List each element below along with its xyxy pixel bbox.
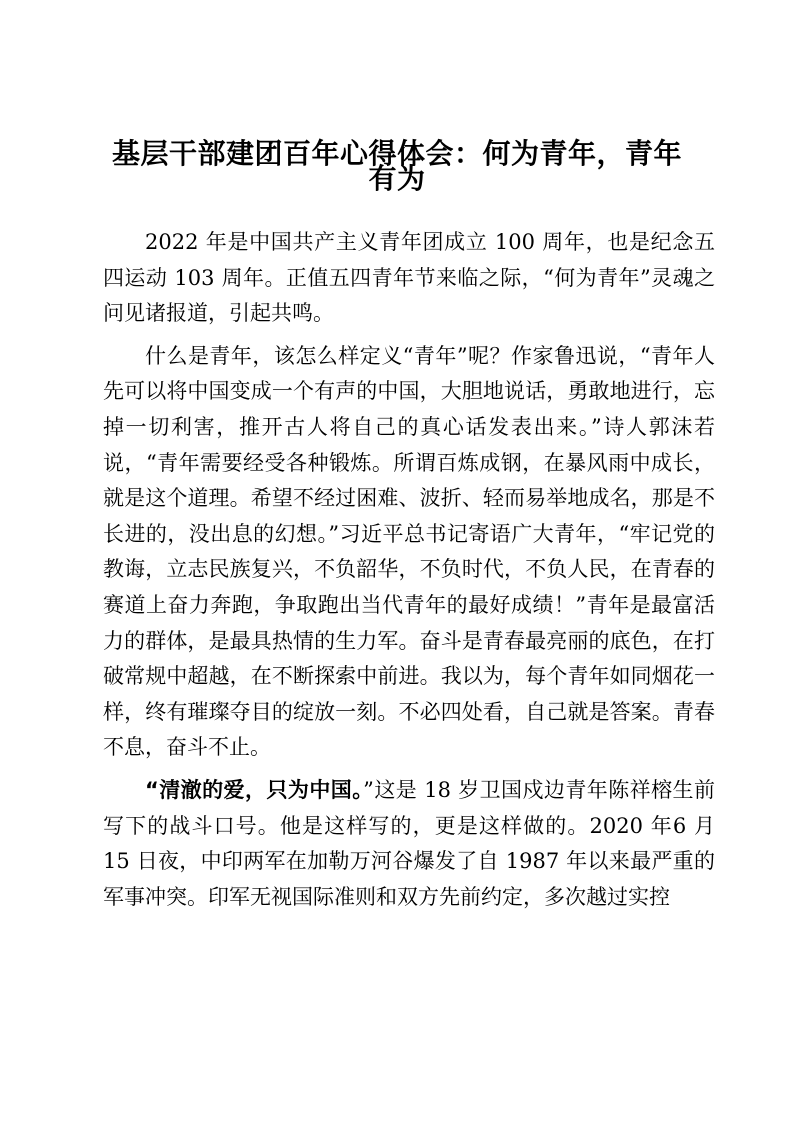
paragraph-chen-xiangrong bbox=[103, 773, 715, 915]
paragraph-defining-youth: 什么是青年，该怎么样定义“青年”呢？作家鲁迅说，“青年人先可以将中国变成一个有声的中国，大胆地说话，勇敢地进行，忘掉一切利害，推开古人将自己的真心话发表出来。”诗人郭沫若说，“青年需要经受各种锻炼。所谓百炼成钢，在暴风雨中成长，就是这个道理。希望不经过困难、波折、轻而易举地成名，那是不长进的，没出息的幻想。”习近平总书记寄语广大青年，“牢记党的教诲，立志民族复兴，不负韶华，不负时代，不负人民，在青春的赛道上奋力奔跑，争取跑出当代青年的最好成绩！”青年是最富活力的群体，是最具热情的生力军。奋斗是青春最亮丽的底色，在打破常规中超越，在不断探索中前进。我以为，每个青年如同烟花一样，终有璀璨夺目的绽放一刻。不必四处看，自己就是答案。青春不息，奋斗不止。 bbox=[103, 343, 715, 760]
paragraph-text: ”这是 18 岁卫国戍边青年陈祥榕生前写下的战斗口号。他是这样写的，更是这样做的。2020 年6 月 15 日夜，中印两军在加勒万河谷爆发了自 1987 年以来最严重的军事冲突。印军无视国际准则和双方先前约定，多次越过实控 bbox=[103, 777, 715, 909]
document-body bbox=[103, 225, 715, 922]
paragraph-intro: 2022 年是中国共产主义青年团成立 100 周年，也是纪念五四运动 103 周年。正值五四青年节来临之际，“何为青年”灵魂之问见诸报道，引起共鸣。 bbox=[103, 230, 715, 326]
document-title: 基层干部建团百年心得体会：何为青年，青年有为 bbox=[111, 137, 682, 195]
bold-quote: “清澈的爱，只为中国。 bbox=[145, 777, 364, 802]
